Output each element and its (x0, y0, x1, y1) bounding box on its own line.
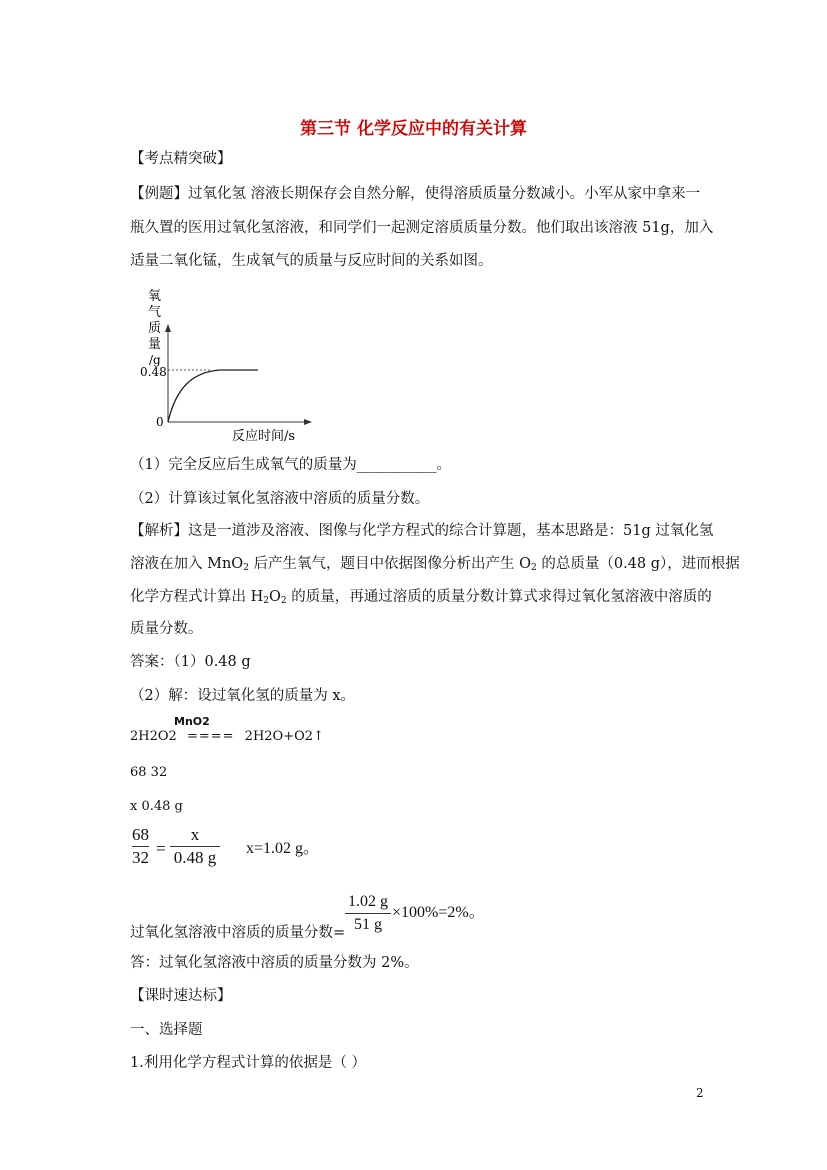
molar-ratio-line: 68 32 (130, 765, 168, 780)
y-unit-label: /g (149, 353, 161, 367)
oxygen-mass-chart (140, 284, 320, 444)
catalyst-label: MnO2 (174, 715, 210, 728)
page-title: 第三节 化学反应中的有关计算 (300, 119, 527, 139)
y-axis-arrow (165, 324, 171, 332)
mass-line: x 0.48 g (130, 799, 183, 814)
x-axis-label: 反应时间/s (232, 429, 296, 444)
chemical-equation: 2H2O2 ==== 2H2O+O2↑ (130, 729, 324, 744)
y-label-char-3: 质 (148, 321, 162, 336)
question-2: （2）计算该过氧化氢溶液中溶质的质量分数。 (130, 491, 430, 507)
x-result: x=1.02 g。 (246, 840, 320, 857)
fraction-mass-ratio: 1.02 g 51 g (345, 892, 391, 935)
question-1: （1）完全反应后生成氧气的质量为___________。 (130, 457, 451, 473)
final-answer: 答：过氧化氢溶液中溶质的质量分数为 2%。 (130, 955, 419, 971)
example-line-2: 瓶久置的医用过氧化氢溶液，和同学们一起测定溶质质量分数。他们取出该溶液 51g，加入 (130, 220, 714, 236)
y-tick-label: 0.48 (140, 365, 167, 379)
mass-fraction-label: 过氧化氢溶液中溶质的质量分数= (130, 925, 346, 941)
proportion-equals: = (156, 839, 166, 858)
part-heading-choice: 一、选择题 (130, 1022, 203, 1038)
fraction-68-32: 68 32 (132, 825, 149, 867)
example-line-1: 【例题】过氧化氢 溶液长期保存会自然分解，使得溶质质量分数减小。小军从家中拿来一 (130, 186, 701, 202)
answer-part-2: （2）解：设过氧化氢的质量为 x。 (130, 688, 356, 704)
page-number: 2 (696, 1086, 704, 1100)
fraction-x-mass: x 0.48 g (170, 825, 220, 868)
answer-part-1: 答案：（1）0.48 g (130, 654, 251, 670)
oxygen-curve (168, 370, 258, 422)
y-label-char-1: 氧 (148, 289, 162, 304)
analysis-line-4: 质量分数。 (130, 621, 203, 637)
question-item-1: 1.利用化学方程式计算的依据是（ ） (130, 1055, 366, 1071)
analysis-line-3: 化学方程式计算出 $H_2O_2$ 的质量，再通过溶质的质量分数计算式求得过氧化氢溶液中溶质的 (130, 589, 712, 606)
analysis-line-2: 溶液在加入 MnO$_2$ 后产生氧气，题目中依据图像分析出产生 $O_2$ 的总质量（0.48 g），进而根据 (130, 556, 740, 573)
section-heading-key-points: 【考点精突破】 (130, 151, 232, 167)
analysis-line-1: 【解析】这是一道涉及溶液、图像与化学方程式的综合计算题，基本思路是：51g 过氧化氢 (130, 523, 714, 539)
y-label-char-4: 量 (148, 337, 162, 352)
section-heading-practice: 【课时速达标】 (130, 988, 232, 1004)
origin-label: 0 (156, 415, 164, 429)
mass-fraction-result: ×100%=2%。 (392, 904, 485, 921)
y-label-char-2: 气 (148, 305, 162, 320)
y-axis-label (148, 289, 161, 367)
example-line-3: 适量二氧化锰，生成氧气的质量与反应时间的关系如图。 (130, 253, 493, 269)
x-axis-arrow (304, 419, 312, 425)
